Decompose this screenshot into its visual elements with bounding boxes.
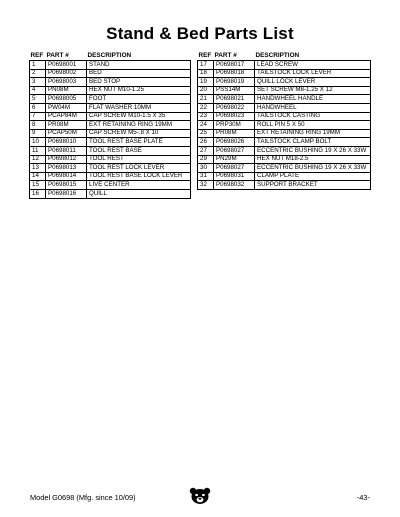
table-row: [198, 86, 371, 95]
part-number-cell: PSS14M: [214, 86, 255, 95]
ref-cell: 20: [198, 86, 214, 95]
ref-cell: 26: [198, 138, 214, 147]
part-number-cell: P0698011: [46, 146, 87, 155]
table-row: [30, 129, 191, 138]
description-cell: LEAD SCREW: [255, 61, 371, 70]
ref-cell: 9: [30, 129, 46, 138]
page-title: Stand & Bed Parts List: [106, 24, 294, 43]
description-cell: TOOL REST BASE LOCK LEVER: [87, 172, 191, 181]
ref-cell: 10: [30, 138, 46, 147]
description-cell: TAILSTOCK CASTING: [255, 112, 371, 121]
description-cell: SET SCREW M8-1.25 X 12: [255, 86, 371, 95]
table-row: [30, 103, 191, 112]
part-number-cell: P0698001: [46, 61, 87, 70]
table-row: [30, 146, 191, 155]
ref-cell: 13: [30, 164, 46, 173]
description-cell: ROLL PIN 5 X 50: [255, 121, 371, 130]
description-cell: HEX NUT M10-1.25: [87, 86, 191, 95]
part-number-cell: P0698013: [46, 164, 87, 173]
header-part: PART #: [46, 51, 69, 59]
part-number-cell: P0698014: [46, 172, 87, 181]
page-number: -43-: [356, 493, 370, 502]
table-row: [198, 155, 371, 164]
description-cell: SUPPORT BRACKET: [255, 181, 371, 190]
header-part: PART #: [214, 51, 237, 59]
table-row: [30, 78, 191, 87]
part-number-cell: PCAP84M: [46, 112, 87, 121]
part-number-cell: PCAP50M: [46, 129, 87, 138]
ref-cell: 4: [30, 86, 46, 95]
ref-cell: 15: [30, 181, 46, 190]
table-row: [198, 172, 371, 181]
description-cell: TOOL REST LOCK LEVER: [87, 164, 191, 173]
description-cell: BED STOP: [87, 78, 191, 87]
description-cell: HEX NUT M18-2.5: [255, 155, 371, 164]
description-cell: ECCENTRIC BUSHING 19 X 26 X 33W: [255, 164, 371, 173]
description-cell: HANDWHEEL: [255, 103, 371, 112]
part-number-cell: P0698026: [214, 138, 255, 147]
part-number-cell: PR08M: [46, 121, 87, 130]
table-row: [30, 155, 191, 164]
part-number-cell: P0698005: [46, 95, 87, 104]
ref-cell: 12: [30, 155, 46, 164]
ref-cell: 7: [30, 112, 46, 121]
description-cell: CAP SCREW M10-1.5 X 35: [87, 112, 191, 121]
part-number-cell: P0698018: [214, 69, 255, 78]
ref-cell: 24: [198, 121, 214, 130]
table-row: [30, 86, 191, 95]
part-number-cell: PRP30M: [214, 121, 255, 130]
table-row: [30, 61, 191, 70]
part-number-cell: P0698016: [46, 189, 87, 198]
part-number-cell: P0698023: [214, 112, 255, 121]
description-cell: TOOL REST BASE PLATE: [87, 138, 191, 147]
table-header-row: [30, 50, 191, 61]
part-number-cell: P0698002: [46, 69, 87, 78]
part-number-cell: PN08M: [46, 86, 87, 95]
ref-cell: 8: [30, 121, 46, 130]
header-description: DESCRIPTION: [255, 51, 300, 59]
description-cell: EXT RETAINING RING 19MM: [87, 121, 191, 130]
table-row: [198, 164, 371, 173]
part-number-cell: P0698015: [46, 181, 87, 190]
table-row: [198, 61, 371, 70]
part-number-cell: P0698019: [214, 78, 255, 87]
table-row: [198, 69, 371, 78]
description-cell: HANDWHEEL HANDLE: [255, 95, 371, 104]
ref-cell: 1: [30, 61, 46, 70]
ref-cell: 32: [198, 181, 214, 190]
part-number-cell: P0698027: [214, 146, 255, 155]
part-number-cell: P0698017: [214, 61, 255, 70]
ref-cell: 3: [30, 78, 46, 87]
ref-cell: 5: [30, 95, 46, 104]
description-cell: BED: [87, 69, 191, 78]
ref-cell: 11: [30, 146, 46, 155]
description-cell: QUILL: [87, 189, 191, 198]
part-number-cell: P0698022: [214, 103, 255, 112]
ref-cell: 17: [198, 61, 214, 70]
table-row: [198, 78, 371, 87]
part-number-cell: P0698012: [46, 155, 87, 164]
ref-cell: 16: [30, 189, 46, 198]
bear-logo-icon: [188, 487, 212, 505]
description-cell: TOOL REST BASE: [87, 146, 191, 155]
table-row: [30, 172, 191, 181]
ref-cell: 21: [198, 95, 214, 104]
table-row: [30, 95, 191, 104]
table-row: [30, 112, 191, 121]
ref-cell: 2: [30, 69, 46, 78]
description-cell: ECCENTRIC BUSHING 19 X 26 X 33W: [255, 146, 371, 155]
description-cell: TOOL REST: [87, 155, 191, 164]
ref-cell: 22: [198, 103, 214, 112]
table-row: [30, 138, 191, 147]
part-number-cell: PW04M: [46, 103, 87, 112]
footer-model-info: Model G0698 (Mfg. since 10/09): [30, 493, 136, 502]
part-number-cell: PR08M: [214, 129, 255, 138]
description-cell: STAND: [87, 61, 191, 70]
description-cell: LIVE CENTER: [87, 181, 191, 190]
part-number-cell: P0698003: [46, 78, 87, 87]
description-cell: CLAMP PLATE: [255, 172, 371, 181]
table-row: [198, 95, 371, 104]
ref-cell: 25: [198, 129, 214, 138]
part-number-cell: P0698010: [46, 138, 87, 147]
description-cell: TAILSTOCK LOCK LEVER: [255, 69, 371, 78]
table-row: [30, 121, 191, 130]
table-row: [198, 146, 371, 155]
ref-cell: 30: [198, 164, 214, 173]
ref-cell: 14: [30, 172, 46, 181]
header-ref: REF: [198, 51, 212, 59]
description-cell: FLAT WASHER 10MM: [87, 103, 191, 112]
table-row: [30, 69, 191, 78]
part-number-cell: P0698027: [214, 164, 255, 173]
ref-cell: 19: [198, 78, 214, 87]
table-row: [30, 181, 191, 190]
table-row: [198, 181, 371, 190]
part-number-cell: P0698021: [214, 95, 255, 104]
ref-cell: 27: [198, 146, 214, 155]
header-ref: REF: [30, 51, 44, 59]
table-row: [198, 138, 371, 147]
description-cell: QUILL LOCK LEVER: [255, 78, 371, 87]
header-description: DESCRIPTION: [87, 51, 132, 59]
table-row: [30, 164, 191, 173]
ref-cell: 6: [30, 103, 46, 112]
table-header-row: [198, 50, 371, 61]
ref-cell: 31: [198, 172, 214, 181]
description-cell: FOOT: [87, 95, 191, 104]
ref-cell: 29: [198, 155, 214, 164]
table-row: [198, 121, 371, 130]
description-cell: EXT RETAINING RING 19MM: [255, 129, 371, 138]
table-row: [30, 189, 191, 198]
ref-cell: 18: [198, 69, 214, 78]
table-row: [198, 129, 371, 138]
parts-table-right: [197, 50, 371, 190]
description-cell: TAILSTOCK CLAMP BOLT: [255, 138, 371, 147]
part-number-cell: P0698032: [214, 181, 255, 190]
part-number-cell: P0698031: [214, 172, 255, 181]
table-row: [198, 112, 371, 121]
part-number-cell: PN29M: [214, 155, 255, 164]
parts-table-left: [29, 50, 191, 199]
ref-cell: 23: [198, 112, 214, 121]
table-row: [198, 103, 371, 112]
description-cell: CAP SCREW M5-.8 X 10: [87, 129, 191, 138]
